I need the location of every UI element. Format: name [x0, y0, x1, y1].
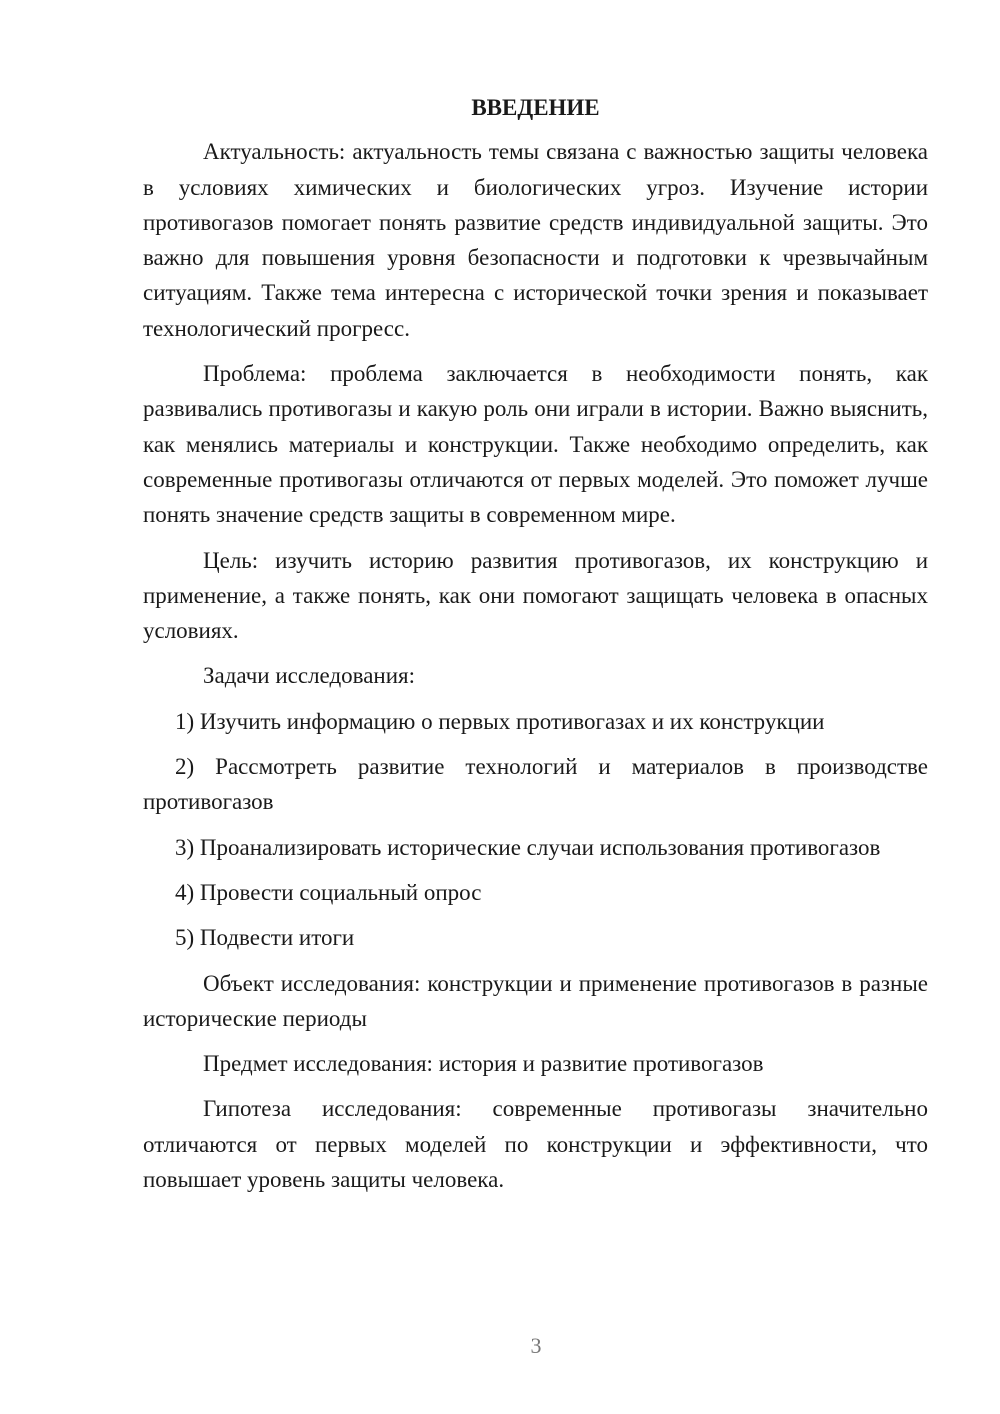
page-body: [143, 90, 928, 1197]
hypothesis-paragraph: Гипотеза исследования: современные противогазы значительно отличаются от первых моделей по конструкции и эффективности, что повышает уровень защиты человека.: [143, 1096, 928, 1193]
task-item-2: 2) Рассмотреть развитие технологий и материалов в производстве противогазов: [143, 754, 928, 815]
task-item-1: 1) Изучить информацию о первых противогазах и их конструкции: [175, 708, 825, 734]
problem-paragraph: Проблема: проблема заключается в необходимости понять, как развивались противогазы и какую роль они играли в истории. Важно выяснить, как менялись материалы и конструкции. Также необходимо определить, как современные противогазы отличаются от первых моделей. Это поможет лучше понять значение средств защиты в современном мире.: [143, 361, 928, 528]
object-paragraph: Объект исследования: конструкции и применение противогазов в разные исторические периоды: [143, 970, 928, 1031]
page-number: 3: [530, 1333, 542, 1358]
tasks-heading: Задачи исследования:: [203, 663, 416, 689]
task-item-5: 5) Подвести итоги: [175, 925, 355, 951]
subject-paragraph: Предмет исследования: история и развитие противогазов: [203, 1051, 764, 1077]
relevance-paragraph: Актуальность: актуальность темы связана с важностью защиты человека в условиях химических и биологических угроз. Изучение истории противогазов помогает понять развитие средств индивидуальной защиты. Это важно для повышения уровня безопасности и подготовки к чрезвычайным ситуациям. Также тема интересна с исторической точки зрения и показывает технологический прогресс.: [143, 139, 928, 341]
task-item-4: 4) Провести социальный опрос: [175, 879, 482, 905]
goal-paragraph: Цель: изучить историю развития противогазов, их конструкцию и применение, а также понять, как они помогают защищать человека в опасных условиях.: [143, 547, 928, 644]
task-item-3: 3) Проанализировать исторические случаи использования противогазов: [175, 834, 881, 860]
page-title: ВВЕДЕНИЕ: [471, 95, 600, 120]
